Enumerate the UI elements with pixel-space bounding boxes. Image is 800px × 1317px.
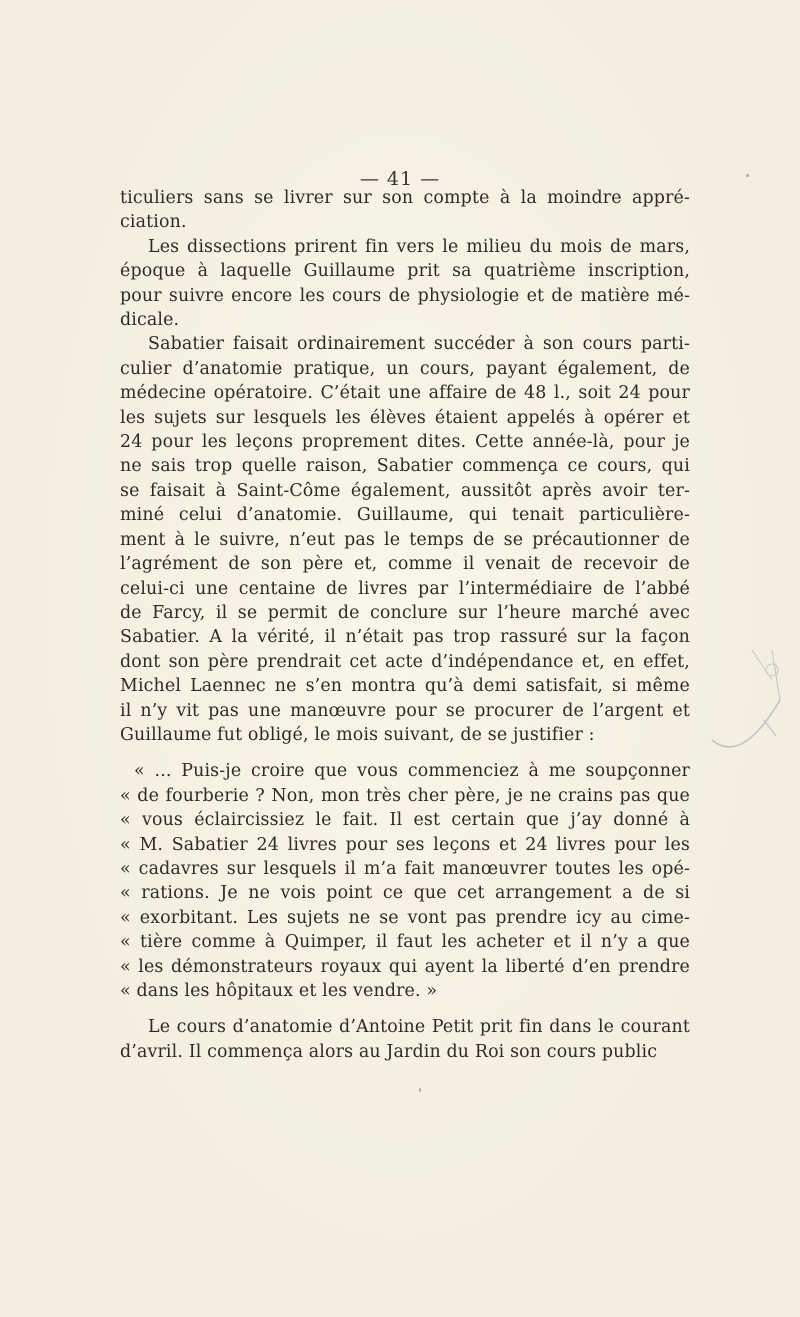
text-line: ne sais trop quelle raison, Sabatier commença ce cours, qui (120, 456, 690, 477)
text-line: « exorbitant. Les sujets ne se vont pas prendre icy au cime- (120, 907, 690, 928)
text-line: Michel Laennec ne s’en montra qu’à demi satisfait, si même (120, 676, 690, 697)
text-line: Guillaume fut obligé, le mois suivant, de se justifier : (120, 724, 595, 745)
text-line: Sabatier. A la vérité, il n’était pas trop rassuré sur la façon (120, 627, 690, 648)
paper-speck (746, 174, 749, 177)
text-line: « dans les hôpitaux et les vendre. » (120, 981, 438, 1001)
text-line: « de fourberie ? Non, mon très cher père, je ne crains pas que (120, 785, 690, 806)
text-line: Les dissections prirent fin vers le milieu du mois de mars, (148, 236, 690, 257)
page-number: — 41 — (359, 168, 441, 190)
body-text (120, 186, 690, 1064)
paragraph-continuation (120, 186, 690, 235)
text-line: 24 pour les leçons proprement dites. Cette année-là, pour je (120, 432, 690, 453)
paragraph-dissections (120, 235, 690, 333)
text-line: médecine opératoire. C’était une affaire de 48 l., soit 24 pour (120, 383, 690, 404)
library-stamp-icon (702, 640, 784, 760)
text-line: Sabatier faisait ordinairement succéder à son cours parti- (148, 334, 690, 355)
quoted-letter (120, 759, 690, 1003)
paragraph-sabatier (120, 332, 690, 747)
text-line: Le cours d’anatomie d’Antoine Petit prit fin dans le courant (148, 1017, 690, 1038)
paragraph-petit (120, 1015, 690, 1064)
text-line: miné celui d’anatomie. Guillaume, qui tenait particulière- (120, 505, 690, 526)
text-line: « tière comme à Quimper, il faut les acheter et il n’y a que (120, 932, 690, 953)
text-line: « rations. Je ne vois point ce que cet arrangement a de si (120, 883, 690, 904)
text-line: celui-ci une centaine de livres par l’intermédiaire de l’abbé (120, 578, 690, 599)
text-line: les sujets sur lesquels les élèves étaient appelés à opérer et (120, 407, 690, 428)
text-line: « les démonstrateurs royaux qui ayent la liberté d’en prendre (120, 956, 690, 977)
text-line: dont son père prendrait cet acte d’indépendance et, en effet, (120, 651, 690, 672)
text-line: ment à le suivre, n’eut pas le temps de se précautionner de (120, 529, 690, 550)
paragraph-gap (120, 747, 690, 759)
text-line: « cadavres sur lesquels il m’a fait manœuvrer toutes les opé- (120, 858, 690, 879)
text-line: pour suivre encore les cours de physiologie et de matière mé- (120, 285, 690, 306)
paper-speck (419, 1088, 421, 1092)
text-line: il n’y vit pas une manœuvre pour se procurer de l’argent et (120, 700, 690, 721)
text-line: « vous éclaircissiez le fait. Il est certain que j’ay donné à (120, 810, 690, 831)
text-line: « M. Sabatier 24 livres pour ses leçons et 24 livres pour les (120, 834, 690, 855)
text-line: d’avril. Il commença alors au Jardin du Roi son cours public (120, 1041, 658, 1062)
text-line: se faisait à Saint-Côme également, aussitôt après avoir ter- (120, 480, 690, 501)
text-line: ticuliers sans se livrer sur son compte à la moindre appré- (120, 188, 690, 208)
text-line: l’agrément de son père et, comme il venait de recevoir de (120, 554, 690, 575)
text-line: dicale. (120, 310, 180, 331)
text-line: « ... Puis-je croire que vous commenciez à me soupçonner (134, 761, 690, 782)
text-line: ciation. (120, 212, 187, 233)
paragraph-gap (120, 1003, 690, 1015)
text-line: culier d’anatomie pratique, un cours, payant également, de (120, 358, 690, 379)
text-line: époque à laquelle Guillaume prit sa quatrième inscription, (120, 261, 690, 282)
text-line: de Farcy, il se permit de conclure sur l’heure marché avec (120, 602, 690, 623)
